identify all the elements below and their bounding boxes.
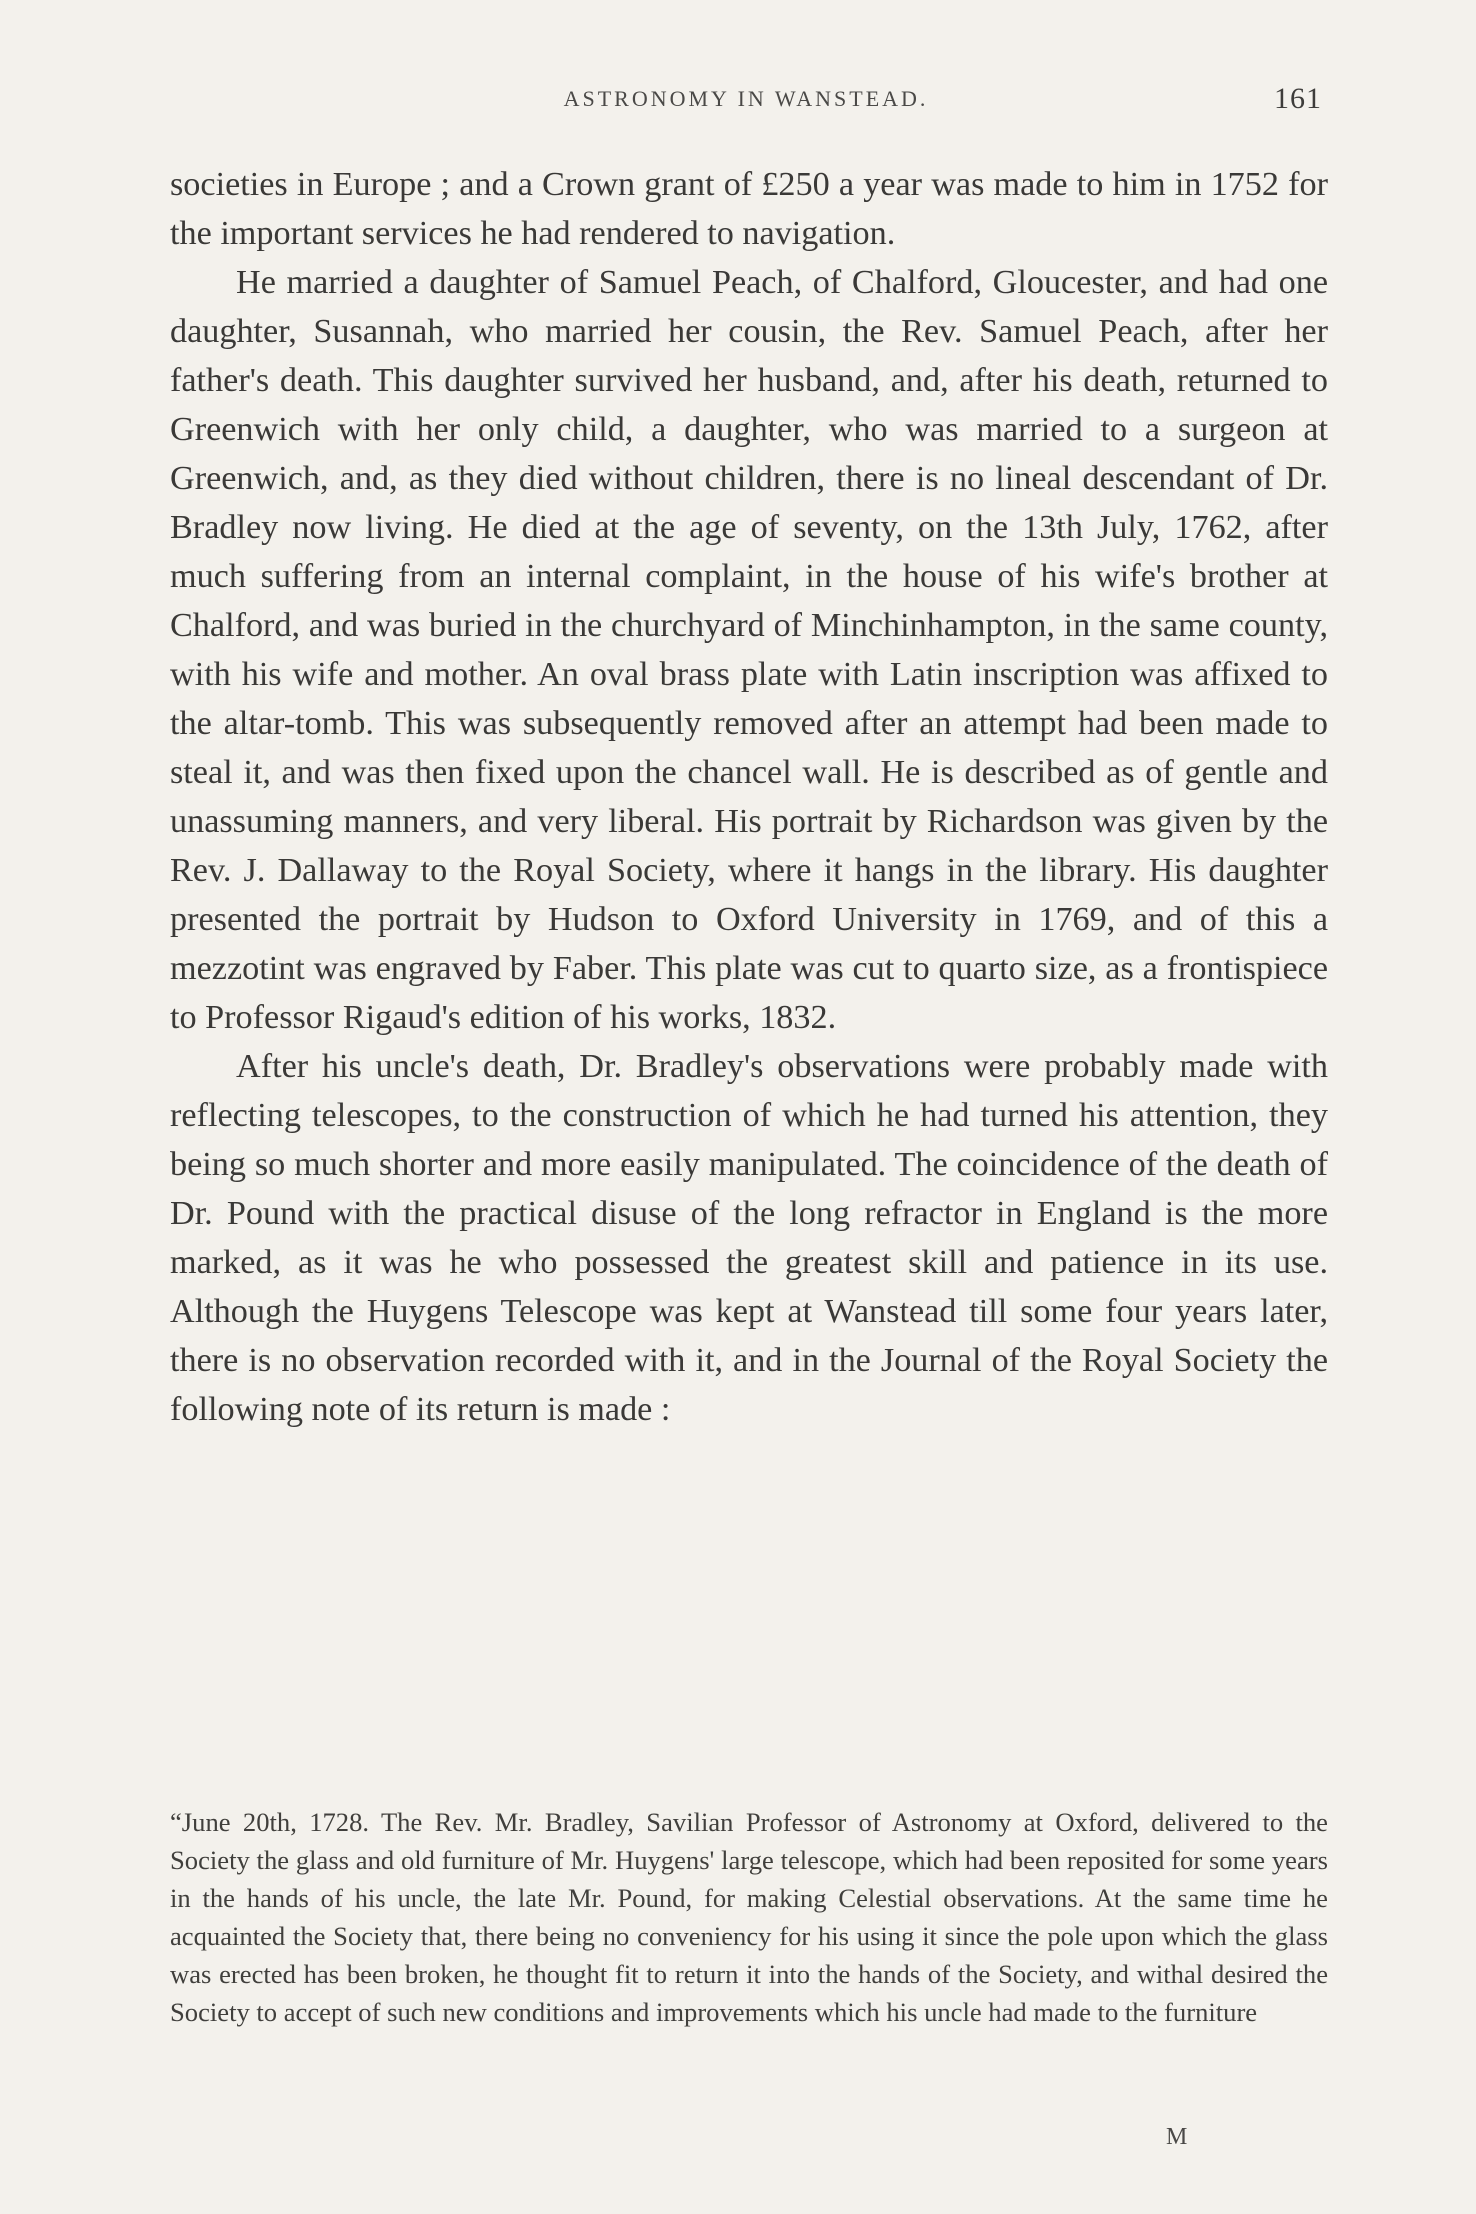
paragraph-marriage-and-death: He married a daughter of Samuel Peach, of Chalford, Gloucester, and had one daughter, Susannah, who married her cousin, the Rev. Samuel Peach, after her father's death. This daughter survived her husband, and, after his death, returned to Greenwich with her only child, a daughter, who was married to a surgeon at Greenwich, and, as they died without children, there is no lineal descendant of Dr. Bradley now living. He died at the age of seventy, on the 13th July, 1762, after much suffering from an internal complaint, in the house of his wife's brother at Chalford, and was buried in the churchyard of Minchinhampton, in the same county, with his wife and mother. An oval brass plate with Latin inscription was affixed to the altar-tomb. This was subsequently removed after an attempt had been made to steal it, and was then fixed upon the chancel wall. He is described as of gentle and unassuming manners, and very liberal. His portrait by Richardson was given by the Rev. J. Dallaway to the Royal Society, where it hangs in the library. His daughter presented the portrait by Hudson to Oxford University in 1769, and of this a mezzotint was engraved by Faber. This plate was cut to quarto size, as a frontispiece to Professor Rigaud's edition of his works, 1832. (170, 264, 1328, 1036)
block-quotation (170, 1804, 1328, 2031)
signature-mark: M (1166, 2124, 1189, 2150)
paragraph-continued: societies in Europe ; and a Crown grant of £250 a year was made to him in 1752 for the important services he had rendered to navigation. (170, 166, 1328, 252)
page-number: 161 (1274, 82, 1322, 115)
page-header (170, 82, 1322, 122)
quotation-text: “June 20th, 1728. The Rev. Mr. Bradley, Savilian Professor of Astronomy at Oxford, delivered to the Society the glass and old furniture of Mr. Huygens' large telescope, which had been reposited for some years in the hands of his uncle, the late Mr. Pound, for making Celestial observations. At the same time he acquainted the Society that, there being no conveniency for his using it since the pole upon which the glass was erected has been broken, he thought fit to return it into the hands of the Society, and withal desired the Society to accept of such new conditions and improvements which his uncle had made to the furniture (170, 1807, 1328, 2027)
main-text (170, 160, 1328, 1434)
running-title: ASTRONOMY IN WANSTEAD. (563, 86, 929, 111)
paragraph-telescopes: After his uncle's death, Dr. Bradley's observations were probably made with reflecting telescopes, to the construction of which he had turned his attention, they being so much shorter and more easily manipulated. The coincidence of the death of Dr. Pound with the practical disuse of the long refractor in England is the more marked, as it was he who possessed the greatest skill and patience in its use. Although the Huygens Telescope was kept at Wanstead till some four years later, there is no observation recorded with it, and in the Journal of the Royal Society the following note of its return is made : (170, 1048, 1328, 1428)
